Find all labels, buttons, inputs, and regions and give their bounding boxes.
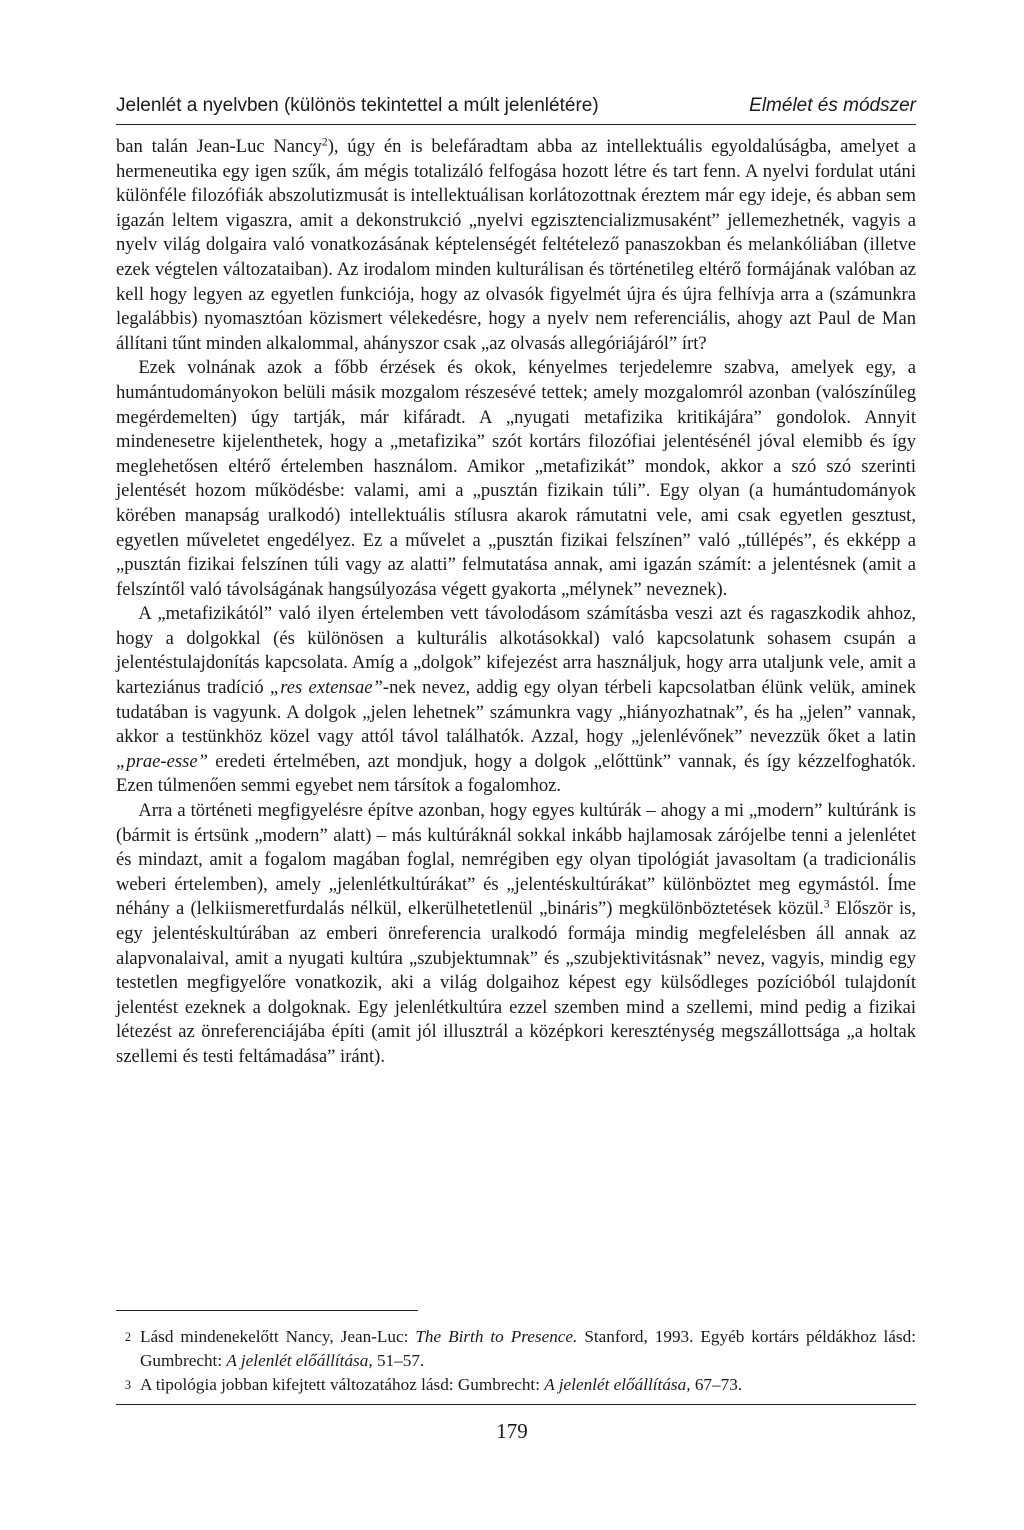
header-rule	[116, 124, 916, 125]
footnote-text	[140, 1373, 916, 1397]
footnote-text-c: 51–57.	[372, 1351, 425, 1370]
paragraph-3-text-a: A „metafizikától” való ilyen értelemben vett távolodásom számításba veszi azt és ragaszkodik ahhoz, hogy a dolgokkal (és különösen a kulturális alkotásokkal) való kapcsolatunk sohasem csupán a jelentéstulajdonítás kapcsolata. Amíg a „dolgok” kifejezést arra használjuk, hogy arra utaljunk vele, amit a karteziánus tradíció	[116, 603, 916, 699]
paragraph-1	[116, 135, 916, 356]
latin-term-res-extensae: „res extensae”	[269, 677, 383, 699]
footnote-text-a: A tipológia jobban kifejtett változatához lásd: Gumbrecht:	[140, 1375, 545, 1394]
cited-title: The Birth to Presence.	[415, 1327, 578, 1346]
section-title: Elmélet és módszer	[749, 95, 916, 116]
footnote-ref-3: 3	[823, 899, 830, 912]
footnote-text-a: Lásd mindenekelőtt Nancy, Jean-Luc:	[140, 1327, 416, 1346]
paragraph-3-text-c: eredeti értelmében, azt mondjuk, hogy a dolgok „előttünk” vannak, és így kézzelfoghatók. Ezen túlmenően semmi egyebet nem társítok a fogalomhoz.	[116, 750, 916, 797]
cited-title: A jelenlét előállítása,	[544, 1375, 691, 1394]
running-head	[116, 94, 916, 118]
footnote-text-b: 67–73.	[690, 1375, 743, 1394]
paragraph-3-text-b: -nek nevez, addig egy olyan térbeli kapcsolatban élünk velük, aminek tudatában is vagyunk. A dolgok „jelen lehetnek” számunkra vagy „hiányozhatnak”, és ha „jelen” vannak, akkor a testünkhöz közel vagy attól távol találhatók. Azzal, hogy „jelenlévőnek” nevezzük őket a latin	[116, 677, 916, 748]
cited-title: A jelenlét előállítása,	[226, 1351, 373, 1370]
bottom-rule	[116, 1404, 916, 1405]
footnote-2	[116, 1325, 916, 1373]
paragraph-4-text-a: Arra a történeti megfigyelésre építve azonban, hogy egyes kultúrák – ahogy a mi „modern” kultúránk is (bármit is értsünk „modern” alatt) – más kultúráknál sokkal inkább hajlamosak zárójelbe tenni a jelenlétet és mindazt, amit a fogalom magában foglal, nemrégiben egy olyan tipológiát javasoltam (a tradicionális weberi értelemben), amely „jelenlétkultúrákat” és „jelentéskultúrákat” különböztet meg egymástól. Íme néhány a (lelkiismeretfurdalás nélkül, elkerülhetetlenül „bináris”) megkülönböztetések közül.	[116, 800, 916, 920]
footnote-number: 3	[124, 1378, 132, 1392]
paragraph-1-text-a: ban talán Jean-Luc Nancy	[116, 136, 322, 157]
footnote-number: 2	[124, 1330, 132, 1344]
paragraph-3	[116, 602, 916, 799]
paragraph-4	[116, 799, 916, 1070]
body-text	[116, 135, 916, 1070]
page-number: 179	[496, 1419, 528, 1443]
paragraph-2: Ezek volnának azok a főbb érzések és okok, kényelmes terjedelemre szabva, amelyek egy, a humántudományokon belüli másik mozgalom részesévé tettek; amely mozgalomról azonban (valószínűleg megérdemelten) úgy tartják, már kifáradt. A „nyugati metafizika kritikájára” gondolok. Annyit mindenesetre kijelenthetek, hogy a „metafizika” szót kortárs filozófiai jelentésénél jóval elemibb és így meglehetősen eltérő értelemben használom. Amikor „metafizikát” mondok, akkor a szó szó szerinti jelentését hozom működésbe: valami, ami a „pusztán fizikain túli”. Egy olyan (a humántudományok körében manapság uralkodó) intellektuális stílusra akarok rámutatni vele, ami csak egyetlen gesztust, egyetlen műveletet engedélyez. Ez a művelet a „pusztán fizikai felszínen” való „túllépés”, és ekképp a „pusztán fizikai felszínen túli vagy az alatti” felmutatása annak, ami igazán számít: a jelentésnek (amit a felszíntől való távolságának hangsúlyozása végett gyakorta „mélynek” neveznek).	[116, 357, 916, 600]
footnote-3	[116, 1373, 916, 1397]
footnote-text-b: Stanford, 1993. Egyéb kortárs példákhoz lásd: Gumbrecht:	[140, 1327, 916, 1370]
footnote-rule	[116, 1310, 418, 1311]
paragraph-4-text-b: Először is, egy jelentéskultúrában az emberi önreferencia uralkodó formája mindig megfelelésben áll annak az alapvonalaival, amit a nyugati kultúra „szubjektumnak” és „szubjektivitásnak” nevez, vagyis, mindig egy testetlen megfigyelőre vonatkozik, aki a világ dolgaihoz képest egy külsődleges pozícióból tulajdonít jelentést ezeknek a dolgoknak. Egy jelenlétkultúra ezzel szemben mind a szellemi, mind pedig a fizikai létezést az önreferenciájába építi (amit jól illusztrál a középkori kereszténység megszállottsága „a holtak szellemi és testi feltámadása” iránt).	[116, 898, 916, 1067]
footnotes	[116, 1325, 916, 1397]
footnote-ref-2: 2	[321, 136, 328, 149]
latin-term-prae-esse: „prae-esse”	[116, 750, 208, 772]
footnote-text	[140, 1325, 916, 1373]
paragraph-1-text-b: ), úgy én is belefáradtam abba az intellektuális egyoldalúságba, amelyet a hermeneutika egy igen szűk, ám mégis totalizáló felfogása hozott létre és tart fenn. A nyelvi fordulat utáni különféle filozófiák abszolutizmusát is intellektuálisan korlátozottnak éreztem már egy ideje, és abban sem igazán leltem vigaszra, amit a dekonstrukció „nyelvi egzisztencializmusaként” jellemezhetnék, vagyis a nyelv világ dolgaira való vonatkozásának képtelenségét feltételező panaszokban és melankóliában (illetve ezek végtelen változataiban). Az irodalom minden kulturálisan és történetileg eltérő formájának valóban az kell hogy legyen az egyetlen funkciója, hogy az olvasók figyelmét újra és újra felhívja arra a (számunkra legalábbis) nyomasztóan közismert vélekedésre, hogy a nyelv nem referenciális, ahogy azt Paul de Man állítani tűnt minden alkalommal, ahányszor csak „az olvasás allegóriájáról” írt?	[116, 136, 917, 354]
running-title: Jelenlét a nyelvben (különös tekintettel a múlt jelenlétére)	[116, 95, 599, 116]
